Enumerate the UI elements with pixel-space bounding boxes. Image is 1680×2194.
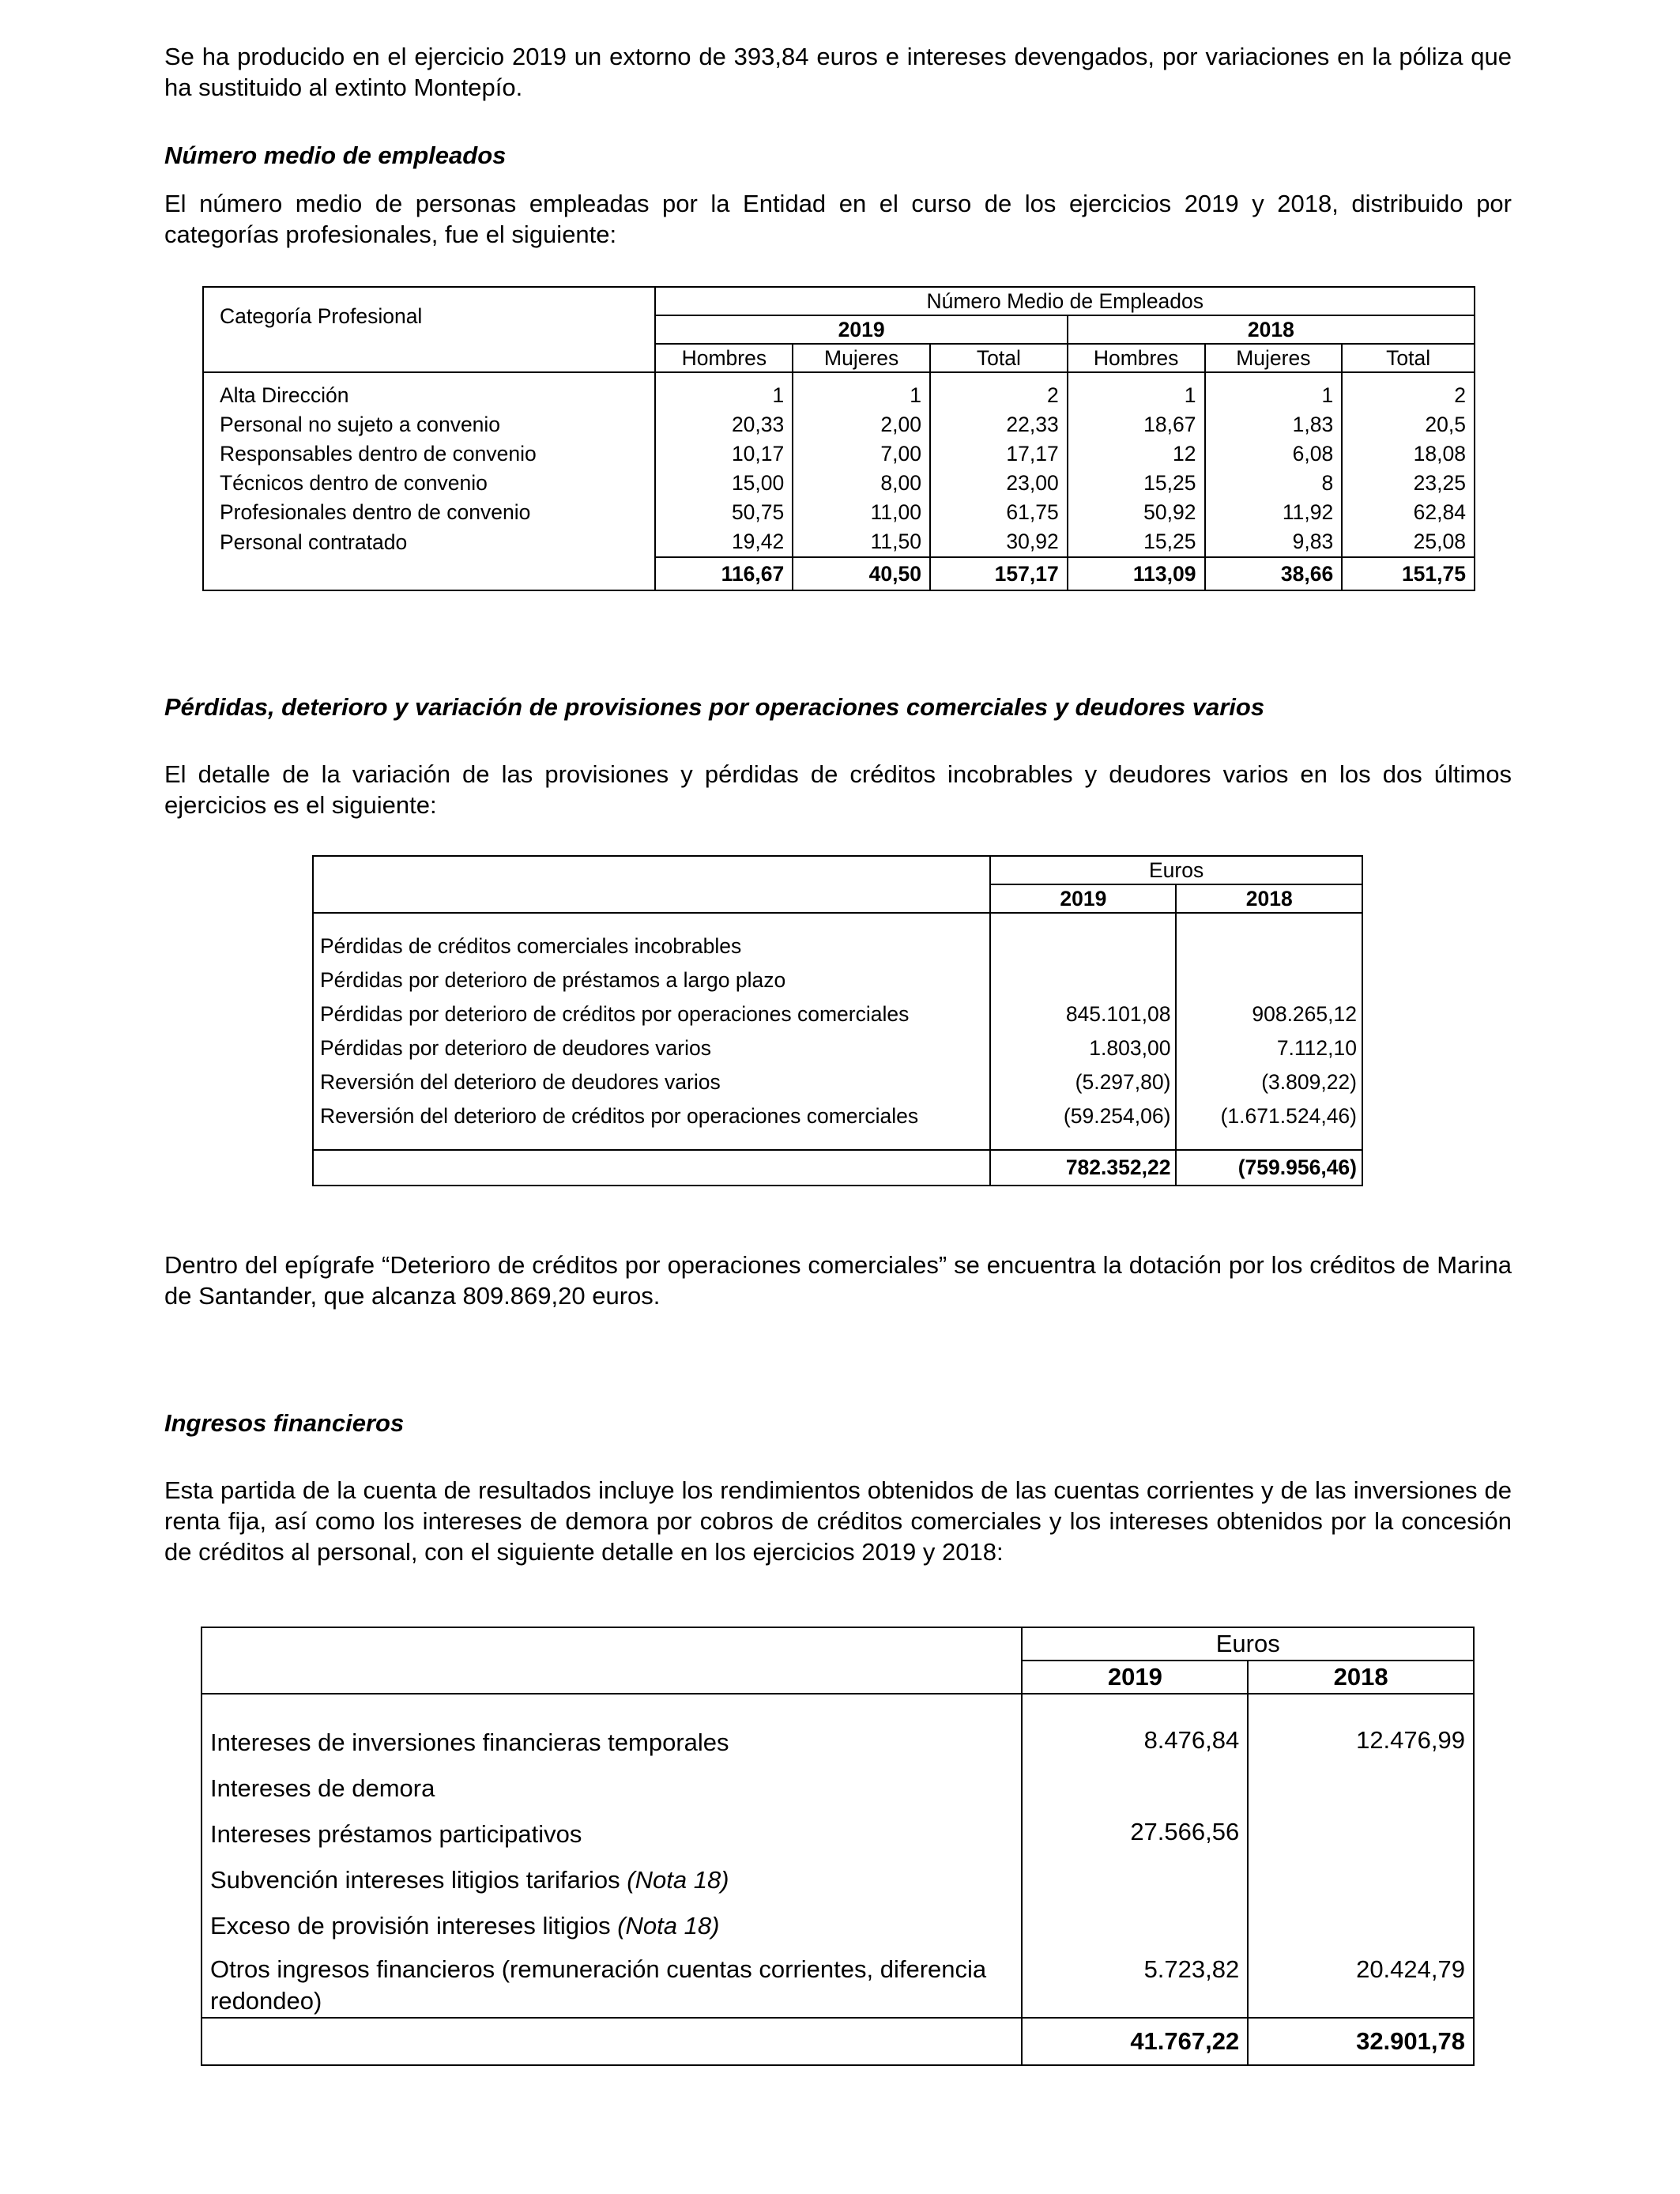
table-row bbox=[203, 498, 1475, 527]
row-label: Otros ingresos financieros (remuneración cuentas corrientes, diferencia redondeo) bbox=[210, 1955, 987, 2015]
provisions-table bbox=[312, 855, 1363, 1186]
cell: 20,5 bbox=[1342, 410, 1475, 439]
subheader-mujeres-2018: Mujeres bbox=[1205, 344, 1343, 372]
cell: 908.265,12 bbox=[1176, 997, 1362, 1031]
currency-header: Euros bbox=[990, 856, 1362, 884]
cell: 1 bbox=[1205, 381, 1343, 410]
cell: 10,17 bbox=[655, 439, 793, 469]
currency-header: Euros bbox=[1022, 1627, 1474, 1661]
row-label: Pérdidas por deterioro de créditos por operaciones comerciales bbox=[320, 1002, 910, 1026]
subheader-mujeres-2019: Mujeres bbox=[793, 344, 930, 372]
row-label: Reversión del deterioro de créditos por operaciones comerciales bbox=[320, 1104, 919, 1128]
row-label bbox=[202, 1903, 1022, 1949]
cell: 20,33 bbox=[655, 410, 793, 439]
cell: 845.101,08 bbox=[990, 997, 1176, 1031]
employees-paragraph: El número medio de personas empleadas por la Entidad en el curso de los ejercicios 2019 y 2018, distribuido por categorías profesionales, fue el siguiente: bbox=[164, 190, 1512, 248]
cell: 12 bbox=[1068, 439, 1205, 469]
row-label: Responsables dentro de convenio bbox=[220, 442, 537, 466]
cell: 23,00 bbox=[930, 469, 1068, 498]
cell: 23,25 bbox=[1342, 469, 1475, 498]
intro-paragraph: Se ha producido en el ejercicio 2019 un extorno de 393,84 euros e intereses devengados, por variaciones en la póliza que ha sustituido al extinto Montepío. bbox=[164, 43, 1512, 101]
cell bbox=[1248, 1811, 1474, 1857]
table-row bbox=[202, 1811, 1474, 1857]
year-header-2018: 2018 bbox=[1068, 315, 1475, 344]
cell bbox=[1248, 1857, 1474, 1903]
cell: 1 bbox=[793, 381, 930, 410]
row-label-text: Exceso de provisión intereses litigios bbox=[210, 1912, 611, 1940]
table-row bbox=[203, 527, 1475, 557]
table-row bbox=[202, 1857, 1474, 1903]
subheader-hombres-2018: Hombres bbox=[1068, 344, 1205, 372]
year-header-2018: 2018 bbox=[1248, 1661, 1474, 1694]
cell: 62,84 bbox=[1342, 498, 1475, 527]
total-cell: 40,50 bbox=[793, 557, 930, 590]
table-row bbox=[313, 1065, 1362, 1099]
cell: 27.566,56 bbox=[1022, 1811, 1248, 1857]
cell bbox=[990, 963, 1176, 997]
cell: (1.671.524,46) bbox=[1176, 1099, 1362, 1133]
financial-income-paragraph: Esta partida de la cuenta de resultados incluye los rendimientos obtenidos de las cuentas corrientes y de las inversiones de renta fija, así como los intereses de demora por cobros de créditos comerciales y los intereses obtenidos por la concesión de créditos al personal, con el siguiente detalle en los ejercicios 2019 y 2018: bbox=[164, 1476, 1512, 1566]
table-row bbox=[203, 381, 1475, 410]
cell: 19,42 bbox=[655, 527, 793, 557]
year-header-2019: 2019 bbox=[1022, 1661, 1248, 1694]
total-cell: 157,17 bbox=[930, 557, 1068, 590]
table-row bbox=[203, 410, 1475, 439]
cell bbox=[1022, 1857, 1248, 1903]
cell: 11,92 bbox=[1205, 498, 1343, 527]
year-header-2019: 2019 bbox=[990, 884, 1176, 913]
table-row bbox=[203, 469, 1475, 498]
year-header-2018: 2018 bbox=[1176, 884, 1362, 913]
cell: 2 bbox=[930, 381, 1068, 410]
cell: 22,33 bbox=[930, 410, 1068, 439]
total-cell: 113,09 bbox=[1068, 557, 1205, 590]
cell: 15,25 bbox=[1068, 527, 1205, 557]
row-label-text: Subvención intereses litigios tarifarios bbox=[210, 1866, 620, 1894]
cell bbox=[1176, 929, 1362, 963]
cell: 11,50 bbox=[793, 527, 930, 557]
cell: 6,08 bbox=[1205, 439, 1343, 469]
total-cell: 151,75 bbox=[1342, 557, 1475, 590]
table-row bbox=[313, 997, 1362, 1031]
row-label: Pérdidas por deterioro de deudores varios bbox=[320, 1036, 711, 1060]
provisions-note: Dentro del epígrafe “Deterioro de créditos por operaciones comerciales” se encuentra la dotación por los créditos de Marina de Santander, que alcanza 809.869,20 euros. bbox=[164, 1251, 1512, 1310]
cell: 8.476,84 bbox=[1022, 1720, 1248, 1766]
cell bbox=[1248, 1766, 1474, 1811]
row-label: Técnicos dentro de convenio bbox=[220, 471, 488, 495]
cell: 18,67 bbox=[1068, 410, 1205, 439]
subheader-total-2019: Total bbox=[930, 344, 1068, 372]
table-row bbox=[202, 1720, 1474, 1766]
row-label: Personal contratado bbox=[220, 530, 408, 554]
provisions-heading: Pérdidas, deterioro y variación de provisiones por operaciones comerciales y deudores varios bbox=[164, 693, 1265, 721]
row-label: Reversión del deterioro de deudores varios bbox=[320, 1070, 721, 1094]
cell: 17,17 bbox=[930, 439, 1068, 469]
cell: 2 bbox=[1342, 381, 1475, 410]
table-row bbox=[203, 439, 1475, 469]
category-header: Categoría Profesional bbox=[220, 303, 423, 328]
cell: (3.809,22) bbox=[1176, 1065, 1362, 1099]
totals-row bbox=[203, 557, 1475, 590]
total-cell: 116,67 bbox=[655, 557, 793, 590]
cell bbox=[1022, 1766, 1248, 1811]
totals-row bbox=[202, 2018, 1474, 2065]
cell: 1 bbox=[655, 381, 793, 410]
row-label: Alta Dirección bbox=[220, 383, 349, 407]
totals-row bbox=[313, 1150, 1362, 1186]
cell: 50,75 bbox=[655, 498, 793, 527]
cell: 30,92 bbox=[930, 527, 1068, 557]
financial-income-table bbox=[201, 1627, 1475, 2066]
cell: 50,92 bbox=[1068, 498, 1205, 527]
cell bbox=[1248, 1903, 1474, 1949]
cell bbox=[990, 929, 1176, 963]
employees-heading: Número medio de empleados bbox=[164, 141, 507, 169]
cell: (59.254,06) bbox=[990, 1099, 1176, 1133]
cell: 7,00 bbox=[793, 439, 930, 469]
table-row bbox=[202, 1766, 1474, 1811]
employees-table bbox=[202, 286, 1475, 591]
cell: 7.112,10 bbox=[1176, 1031, 1362, 1065]
table-row bbox=[202, 1903, 1474, 1949]
cell: 15,25 bbox=[1068, 469, 1205, 498]
cell: 1,83 bbox=[1205, 410, 1343, 439]
row-label: Intereses de demora bbox=[210, 1774, 435, 1802]
row-label: Pérdidas por deterioro de préstamos a largo plazo bbox=[320, 968, 786, 992]
table-row bbox=[313, 1099, 1362, 1133]
row-label: Intereses de inversiones financieras temporales bbox=[210, 1728, 729, 1756]
year-header-2019: 2019 bbox=[655, 315, 1067, 344]
cell: 1 bbox=[1068, 381, 1205, 410]
cell bbox=[1022, 1903, 1248, 1949]
cell: 8,00 bbox=[793, 469, 930, 498]
note-reference: (Nota 18) bbox=[617, 1912, 720, 1940]
total-cell: 38,66 bbox=[1205, 557, 1343, 590]
row-label: Profesionales dentro de convenio bbox=[220, 500, 531, 524]
financial-income-heading: Ingresos financieros bbox=[164, 1409, 405, 1437]
subheader-hombres-2019: Hombres bbox=[655, 344, 793, 372]
row-label: Pérdidas de créditos comerciales incobrables bbox=[320, 934, 742, 958]
cell bbox=[1176, 963, 1362, 997]
cell: 15,00 bbox=[655, 469, 793, 498]
table-row bbox=[313, 1031, 1362, 1065]
total-cell: (759.956,46) bbox=[1176, 1150, 1362, 1186]
cell: 5.723,82 bbox=[1022, 1949, 1248, 2018]
header-spacer bbox=[203, 344, 655, 372]
cell: 25,08 bbox=[1342, 527, 1475, 557]
cell: 18,08 bbox=[1342, 439, 1475, 469]
note-reference: (Nota 18) bbox=[627, 1866, 729, 1894]
row-label: Intereses préstamos participativos bbox=[210, 1820, 582, 1848]
table-row bbox=[313, 963, 1362, 997]
total-cell: 41.767,22 bbox=[1022, 2018, 1248, 2065]
table-row bbox=[202, 1949, 1474, 2018]
table-row bbox=[313, 929, 1362, 963]
cell: 1.803,00 bbox=[990, 1031, 1176, 1065]
cell: 8 bbox=[1205, 469, 1343, 498]
subheader-total-2018: Total bbox=[1342, 344, 1475, 372]
employees-group-header: Número Medio de Empleados bbox=[655, 287, 1475, 315]
cell: 61,75 bbox=[930, 498, 1068, 527]
row-label: Personal no sujeto a convenio bbox=[220, 413, 501, 436]
cell: (5.297,80) bbox=[990, 1065, 1176, 1099]
cell: 2,00 bbox=[793, 410, 930, 439]
cell: 20.424,79 bbox=[1248, 1949, 1474, 2018]
cell: 9,83 bbox=[1205, 527, 1343, 557]
total-cell: 32.901,78 bbox=[1248, 2018, 1474, 2065]
cell: 11,00 bbox=[793, 498, 930, 527]
cell: 12.476,99 bbox=[1248, 1720, 1474, 1766]
provisions-paragraph: El detalle de la variación de las provisiones y pérdidas de créditos incobrables y deudores varios en los dos últimos ejercicios es el siguiente: bbox=[164, 760, 1512, 819]
row-label bbox=[202, 1857, 1022, 1903]
total-cell: 782.352,22 bbox=[990, 1150, 1176, 1186]
